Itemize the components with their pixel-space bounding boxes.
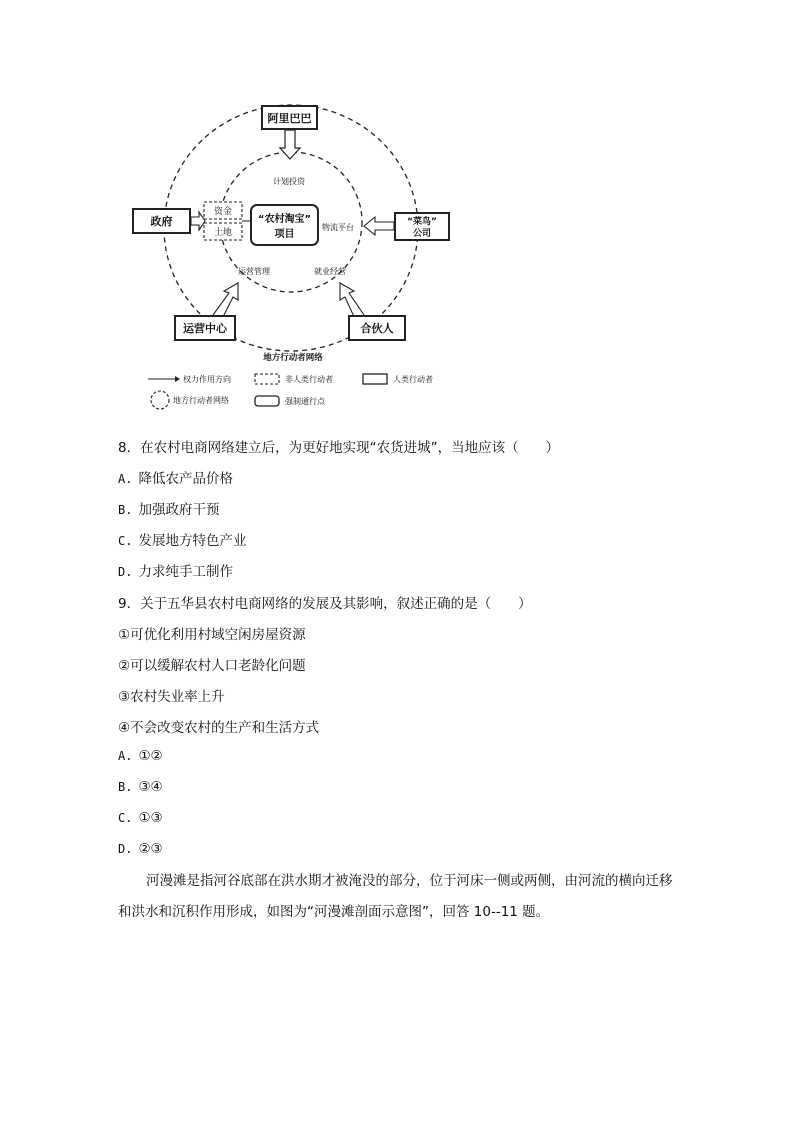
cainiao-label-line1: “菜鸟” — [407, 217, 437, 227]
legend-solid-box-icon — [363, 374, 387, 384]
network-label: 地方行动者网络 — [263, 353, 323, 363]
legend-obligatory-point: 强制通行点 — [285, 397, 325, 406]
q9-statement-2: ②可以缓解农村人口老龄化问题 — [118, 658, 306, 674]
funds-label: 资金 — [213, 207, 233, 217]
planned-investment-label: 计划投资 — [273, 177, 305, 186]
q9-statement-1: ①可优化利用村域空闲房屋资源 — [118, 627, 306, 643]
option-letter: A. — [118, 472, 133, 486]
partner-label: 合伙人 — [360, 322, 394, 335]
option-letter: D. — [118, 842, 133, 856]
ops-management-label: 运营管理 — [238, 267, 270, 276]
option-letter: B. — [118, 503, 133, 517]
project-label-line1: “农村淘宝” — [257, 214, 312, 225]
cainiao-label-line2: 公司 — [412, 229, 432, 239]
option-text: ②③ — [138, 841, 163, 857]
project-label-line2: 项目 — [274, 229, 295, 240]
ops-center-label: 运营中心 — [183, 322, 227, 335]
q9-statement-3: ③农村失业率上升 — [118, 689, 225, 705]
alibaba-arrow-icon — [280, 130, 300, 159]
option-text: 加强政府干预 — [138, 502, 220, 518]
land-label: 土地 — [213, 228, 233, 238]
alibaba-label: 阿里巴巴 — [267, 112, 312, 125]
legend-human: 人类行动者 — [393, 375, 433, 384]
option-text: ③④ — [138, 779, 163, 795]
q9-stem: 9．关于五华县农村电商网络的发展及其影响，叙述正确的是（ ） — [118, 596, 532, 612]
q9-statement-4: ④不会改变农村的生产和生活方式 — [118, 720, 320, 736]
option-letter: B. — [118, 780, 133, 794]
actor-network-diagram — [115, 95, 495, 425]
legend-dashed-box-icon — [255, 374, 279, 384]
legend-power-direction: 权力作用方向 — [183, 375, 231, 384]
q8-option-d — [118, 560, 233, 580]
q8-stem: 8．在农村电商网络建立后，为更好地实现“农货进城”，当地应该（ ） — [118, 440, 560, 456]
option-letter: D. — [118, 565, 133, 579]
q8-option-a — [118, 467, 233, 487]
option-letter: C. — [118, 534, 133, 548]
option-text: ①③ — [138, 810, 163, 826]
option-text: 降低农产品价格 — [138, 471, 233, 487]
legend-rounded-box-icon — [255, 396, 279, 406]
legend-non-human: 非人类行动者 — [285, 375, 333, 384]
employment-label: 就业经营 — [314, 267, 346, 276]
legend-network: 地方行动者网络 — [173, 396, 229, 405]
option-text: ①② — [138, 748, 163, 764]
logistics-platform-label: 物流平台 — [322, 223, 354, 232]
option-text: 力求纯手工制作 — [138, 564, 233, 580]
government-arrow-icon — [191, 212, 205, 230]
legend-arrowhead-icon — [175, 376, 180, 382]
q8-option-c — [118, 529, 246, 549]
government-label: 政府 — [150, 215, 173, 228]
q9-option-c — [118, 810, 163, 826]
cainiao-arrow-icon — [364, 217, 394, 235]
option-letter: C. — [118, 811, 133, 825]
option-letter: A. — [118, 749, 133, 763]
legend-dashed-circle-icon — [151, 391, 169, 409]
q8-option-b — [118, 498, 219, 518]
passage-floodplain: 河漫滩是指河谷底部在洪水期才被淹没的部分，位于河床一侧或两侧，由河流的横向迁移和洪水和沉积作用形成，如图为“河漫滩剖面示意图”，回答 10--11 题。 — [118, 873, 673, 920]
q9-option-b — [118, 779, 163, 795]
q9-option-d — [118, 841, 163, 857]
q9-option-a — [118, 748, 163, 764]
option-text: 发展地方特色产业 — [138, 533, 247, 549]
diagram-svg — [115, 95, 495, 425]
